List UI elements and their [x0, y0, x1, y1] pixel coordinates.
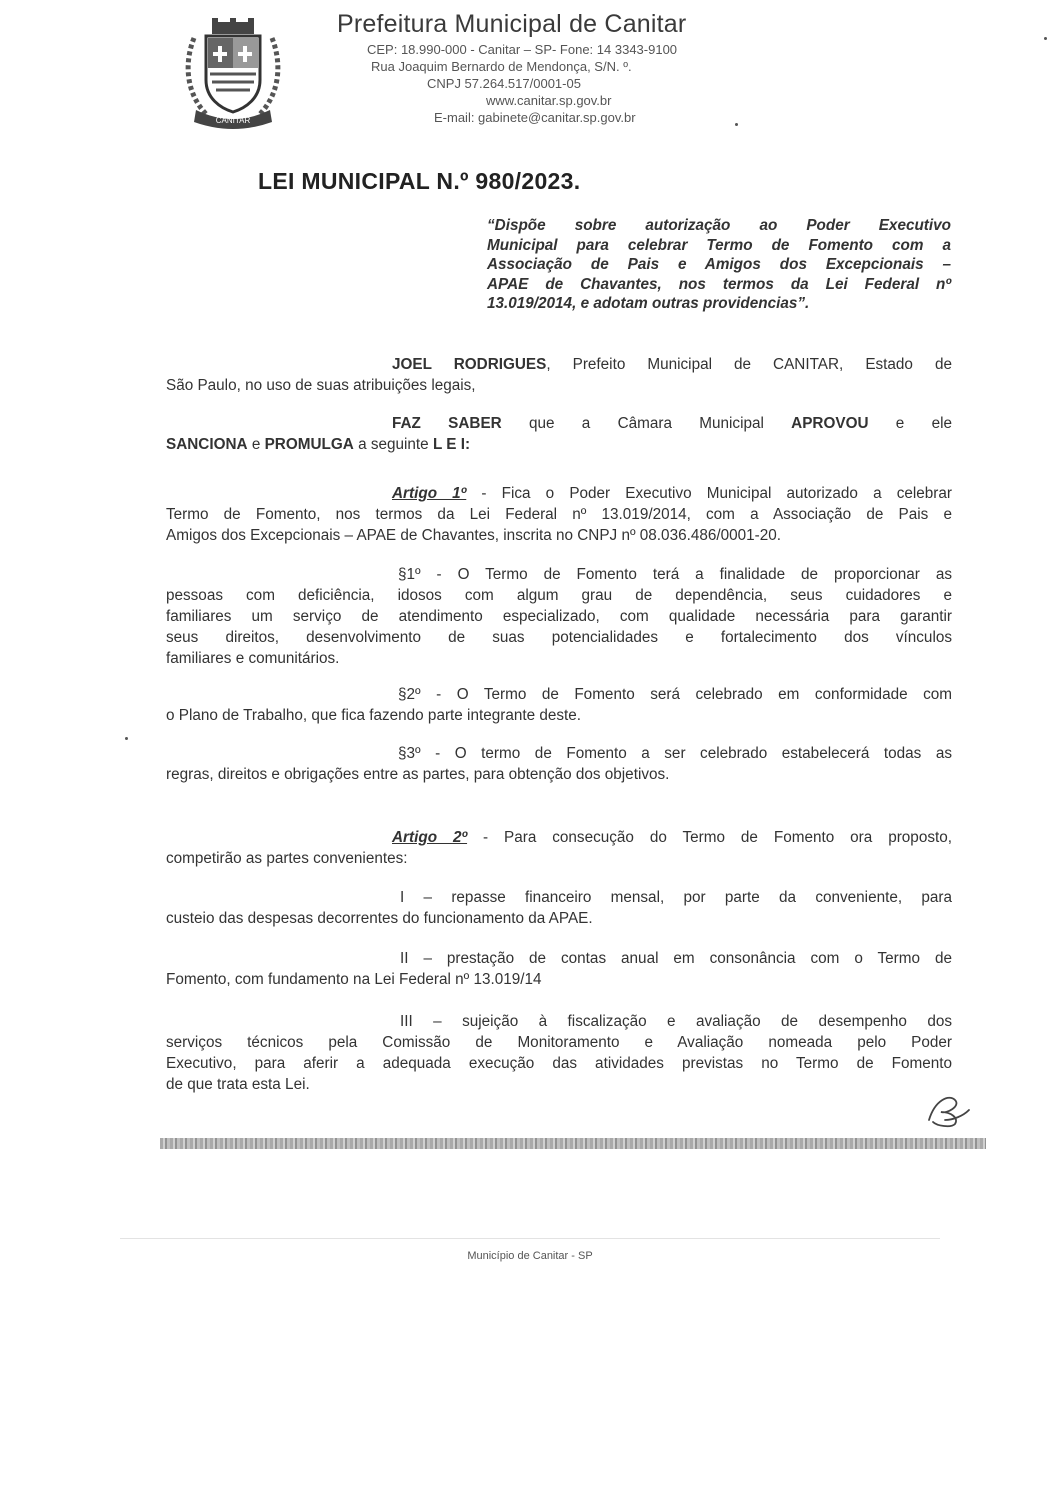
letterhead-email: E-mail: gabinete@canitar.sp.gov.br — [434, 110, 636, 125]
article-2 — [166, 827, 952, 869]
paragraph-text: o Plano de Trabalho, que fica fazendo parte integrante deste. — [166, 707, 582, 724]
item-text: Executivo, para aferir a adequada execução das atividades previstas no Termo de Fomento — [166, 1055, 952, 1072]
paragraph-1 — [166, 564, 952, 669]
enactment-text: e — [247, 436, 265, 453]
law-summary-line: “Dispõe sobre autorização ao Poder Executivo — [487, 217, 951, 234]
paragraph-text: regras, direitos e obrigações entre as partes, para obtenção dos objetivos. — [166, 766, 670, 783]
paragraph-text: §2º - O Termo de Fomento será celebrado em conformidade com — [398, 686, 952, 703]
item-text: de que trata esta Lei. — [166, 1076, 310, 1093]
paragraph-text: seus direitos, desenvolvimento de suas potencialidades e fortalecimento dos vínculos — [166, 629, 952, 646]
mayor-name: JOEL RODRIGUES — [392, 356, 547, 373]
item-text: serviços técnicos pela Comissão de Monitoramento e Avaliação nomeada pelo Poder — [166, 1034, 952, 1051]
scan-speck — [735, 123, 738, 126]
intro-paragraph — [166, 354, 952, 396]
law-summary-line: APAE de Chavantes, nos termos da Lei Federal nº — [487, 275, 951, 293]
item-text: I – repasse financeiro mensal, por parte da conveniente, para — [400, 889, 952, 906]
article-label: Artigo 1º — [392, 485, 467, 502]
letterhead-website: www.canitar.sp.gov.br — [486, 93, 612, 108]
article-label: Artigo 2º — [392, 829, 468, 846]
enactment-text: APROVOU — [791, 415, 869, 432]
enactment-text: L E I: — [432, 436, 471, 453]
paragraph-2 — [166, 684, 952, 726]
item-2 — [166, 948, 952, 990]
paragraph-text: §3º - O termo de Fomento a ser celebrado estabelecerá todas as — [398, 745, 952, 762]
article-text: Termo de Fomento, nos termos da Lei Federal nº 13.019/2014, com a Associação de Pais e — [166, 506, 952, 523]
letterhead-contact: CEP: 18.990-000 - Canitar – SP- Fone: 14 3343-9100 — [367, 42, 678, 57]
municipal-crest-logo — [182, 18, 284, 130]
intro-text: São Paulo, no uso de suas atribuições legais, — [166, 377, 476, 394]
law-summary-line: Associação de Pais e Amigos dos Excepcionais – — [487, 256, 951, 273]
article-1 — [166, 483, 952, 546]
scan-speck — [1044, 37, 1047, 40]
enactment-text: SANCIONA — [166, 436, 248, 453]
scan-edge-bar — [160, 1138, 986, 1149]
footer-divider — [120, 1238, 940, 1239]
paragraph-text: familiares um serviço de atendimento especializado, com qualidade necessária para garantir — [166, 608, 952, 625]
scan-speck — [125, 737, 128, 740]
law-summary-line: 13.019/2014, e adotam outras providencias”. — [487, 295, 810, 312]
letterhead-address: Rua Joaquim Bernardo de Mendonça, S/N. º. — [371, 59, 632, 74]
law-summary-line: Municipal para celebrar Termo de Fomento com a — [487, 236, 951, 254]
intro-text: , Prefeito Municipal de CANITAR, Estado de — [546, 356, 952, 373]
crest-ribbon-text: CANITAR — [215, 116, 251, 125]
item-1 — [166, 887, 952, 929]
article-text: - Fica o Poder Executivo Municipal autorizado a celebrar — [466, 485, 952, 502]
article-text: Amigos dos Excepcionais – APAE de Chavantes, inscrita no CNPJ nº 08.036.486/0001-20. — [166, 527, 781, 544]
paragraph-text: §1º - O Termo de Fomento terá a finalidade de proporcionar as — [398, 566, 952, 583]
law-summary — [487, 216, 951, 314]
article-text: - Para consecução do Termo de Fomento ora proposto, — [467, 829, 952, 846]
item-text: Fomento, com fundamento na Lei Federal nº 13.019/14 — [166, 971, 542, 988]
enactment-paragraph — [166, 413, 952, 455]
item-text: custeio das despesas decorrentes do funcionamento da APAE. — [166, 910, 593, 927]
paragraph-3 — [166, 743, 952, 785]
article-text: competirão as partes convenientes: — [166, 850, 408, 867]
enactment-text: FAZ SABER — [392, 415, 502, 432]
enactment-text: e ele — [868, 415, 952, 432]
signature-initials — [915, 1090, 975, 1130]
enactment-text: que a Câmara Municipal — [501, 415, 792, 432]
letterhead-cnpj: CNPJ 57.264.517/0001-05 — [427, 76, 581, 91]
paragraph-text: familiares e comunitários. — [166, 650, 340, 667]
letterhead-title: Prefeitura Municipal de Canitar — [337, 10, 687, 38]
enactment-text: a seguinte — [353, 436, 433, 453]
page-footer: Município de Canitar - SP — [467, 1250, 593, 1262]
item-3 — [166, 1011, 952, 1095]
item-text: II – prestação de contas anual em consonância com o Termo de — [400, 950, 952, 967]
enactment-text: PROMULGA — [264, 436, 354, 453]
paragraph-text: pessoas com deficiência, idosos com algum grau de dependência, seus cuidadores e — [166, 587, 952, 604]
law-title: LEI MUNICIPAL N.º 980/2023. — [258, 168, 581, 194]
item-text: III – sujeição à fiscalização e avaliação de desempenho dos — [400, 1013, 952, 1030]
